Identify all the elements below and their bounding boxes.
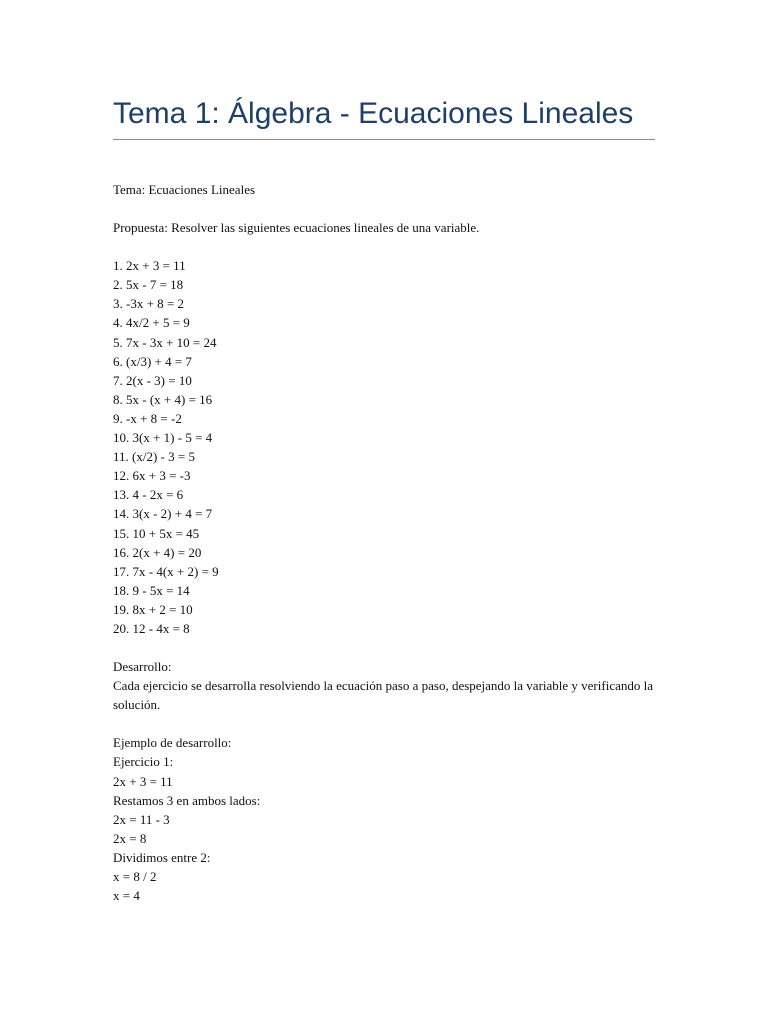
example-step: x = 4	[113, 888, 140, 904]
example-step: 2x = 8	[113, 830, 147, 846]
exercise-item: 7. 2(x - 3) = 10	[113, 372, 192, 388]
exercise-item: 8. 5x - (x + 4) = 16	[113, 391, 213, 407]
exercise-item: 3. -3x + 8 = 2	[113, 296, 184, 312]
development-heading: Desarrollo:	[113, 659, 172, 675]
exercise-item: 4. 4x/2 + 5 = 9	[113, 315, 190, 331]
exercise-item: 18. 9 - 5x = 14	[113, 582, 190, 598]
exercise-item: 11. (x/2) - 3 = 5	[113, 449, 195, 465]
example-step: Restamos 3 en ambos lados:	[113, 792, 261, 808]
exercise-item: 9. -x + 8 = -2	[113, 410, 182, 426]
exercise-item: 13. 4 - 2x = 6	[113, 487, 184, 503]
example-step: 2x = 11 - 3	[113, 811, 170, 827]
example-heading: Ejemplo de desarrollo:	[113, 735, 232, 751]
document-body	[113, 180, 655, 905]
exercise-item: 1. 2x + 3 = 11	[113, 258, 186, 274]
exercise-item: 15. 10 + 5x = 45	[113, 525, 200, 541]
example-section	[113, 733, 655, 905]
exercise-item: 19. 8x + 2 = 10	[113, 601, 193, 617]
example-step: 2x + 3 = 11	[113, 773, 173, 789]
exercise-item: 16. 2(x + 4) = 20	[113, 544, 202, 560]
topic-line: Tema: Ecuaciones Lineales	[113, 182, 256, 197]
exercise-item: 10. 3(x + 1) - 5 = 4	[113, 430, 213, 446]
exercise-item: 20. 12 - 4x = 8	[113, 620, 190, 636]
example-step: Ejercicio 1:	[113, 754, 174, 770]
exercise-item: 17. 7x - 4(x + 2) = 9	[113, 563, 219, 579]
exercise-list	[113, 256, 655, 638]
proposal-line: Propuesta: Resolver las siguientes ecuaciones lineales de una variable.	[113, 220, 480, 236]
document-page	[113, 95, 655, 905]
exercise-item: 12. 6x + 3 = -3	[113, 468, 191, 484]
example-step: Dividimos entre 2:	[113, 849, 211, 865]
development-text: Cada ejercicio se desarrolla resolviendo la ecuación paso a paso, despejando la variable y verificando la solución.	[113, 678, 653, 713]
exercise-item: 5. 7x - 3x + 10 = 24	[113, 334, 217, 350]
development-section	[113, 657, 655, 714]
example-step: x = 8 / 2	[113, 869, 157, 884]
exercise-item: 14. 3(x - 2) + 4 = 7	[113, 506, 213, 522]
exercise-item: 2. 5x - 7 = 18	[113, 277, 184, 293]
document-title: Tema 1: Álgebra - Ecuaciones Lineales	[113, 95, 655, 140]
exercise-item: 6. (x/3) + 4 = 7	[113, 353, 192, 369]
